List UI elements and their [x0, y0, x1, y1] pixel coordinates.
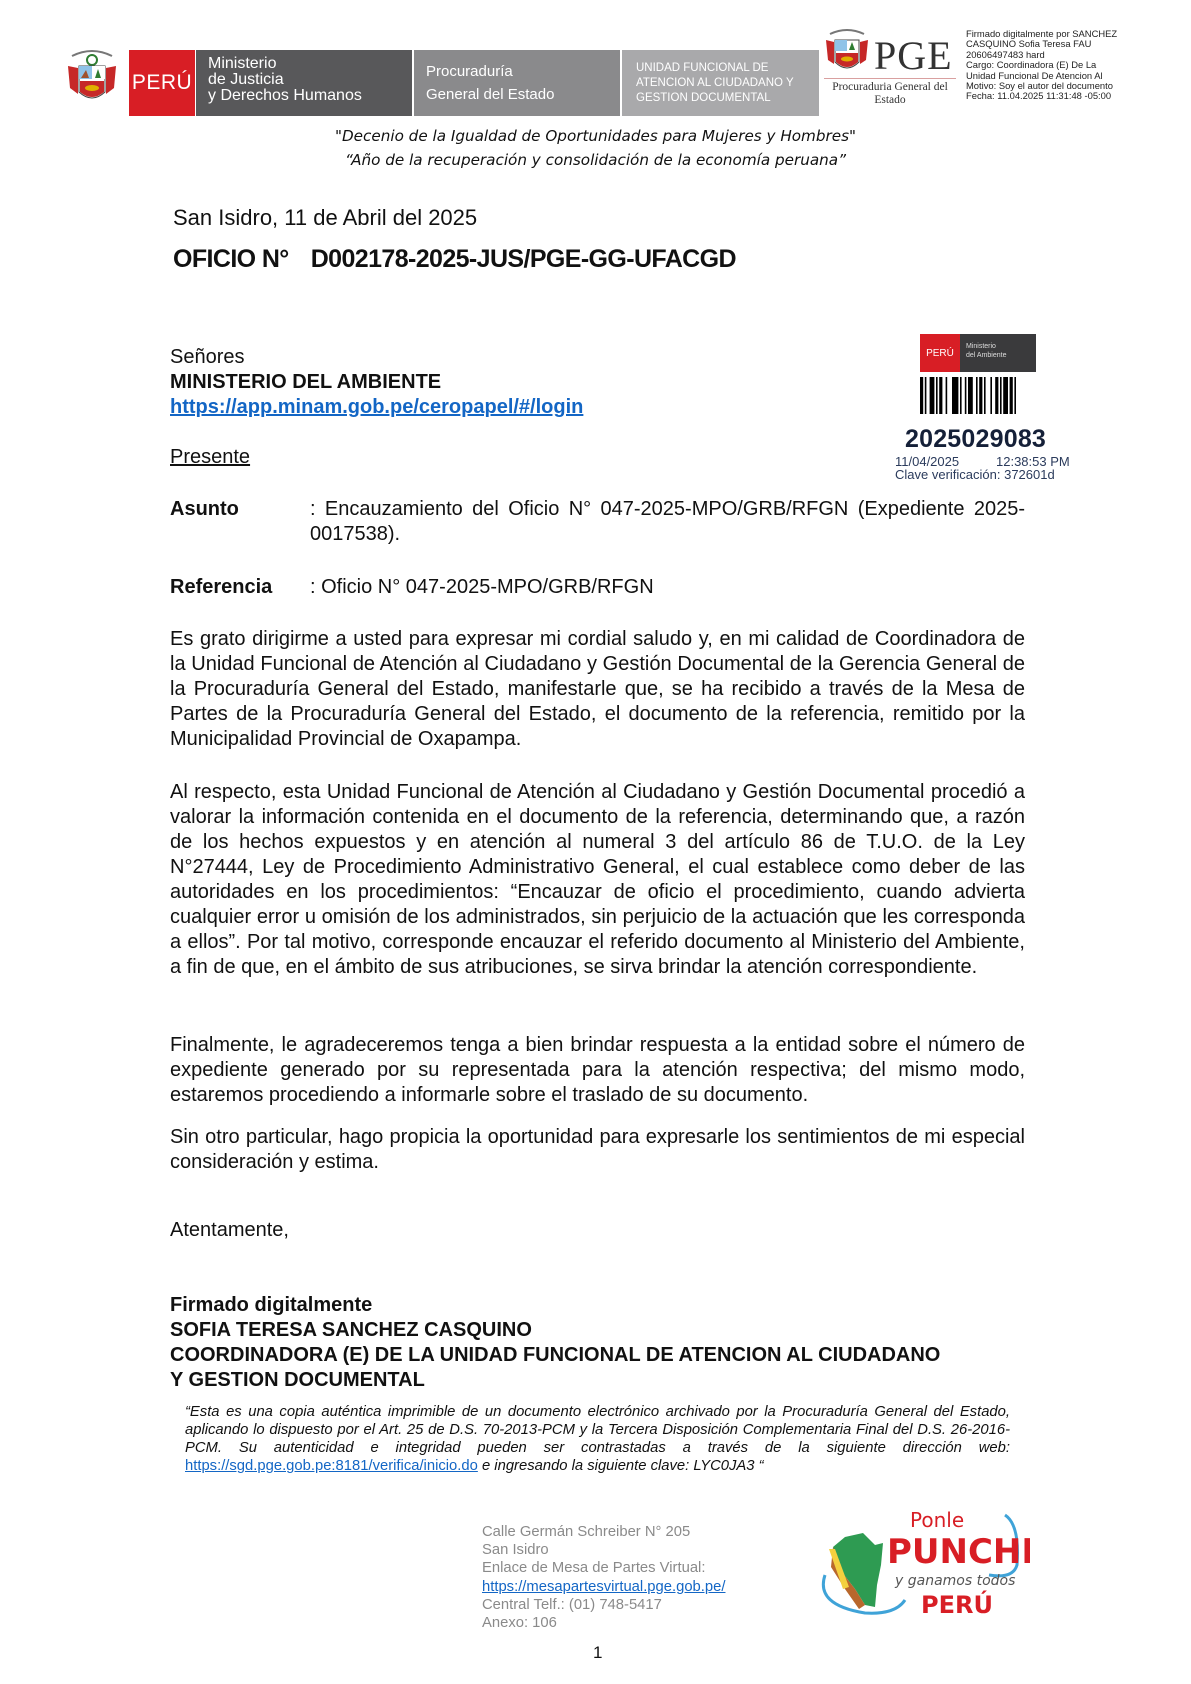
minam-peru-label: PERÚ	[920, 334, 960, 372]
campaign-word: Ponle	[910, 1508, 965, 1532]
footer-phone: Central Telf.: (01) 748-5417	[482, 1596, 662, 1613]
body-paragraph: Finalmente, le agradeceremos tenga a bien brindar respuesta a la entidad sobre el número de expediente generado por su representada para la atención respectiva; del mismo modo, estaremos procediendo a informarle sobre el traslado de su documento.	[170, 1034, 1025, 1106]
motto-year: “Año de la recuperación y consolidación de la economía peruana”	[345, 151, 846, 169]
campaign-word: PUNCHE	[887, 1532, 1030, 1572]
verification-key: Clave verificación: 372601d	[895, 467, 1055, 482]
recipient-url-link[interactable]: https://app.minam.gob.pe/ceropapel/#/login	[170, 396, 584, 418]
stamp-line: Motivo: Soy el autor del documento	[966, 80, 1113, 92]
peru-label: PERÚ	[131, 71, 193, 94]
body-paragraph: Al respecto, esta Unidad Funcional de Atención al Ciudadano y Gestión Documental procedió a valorar la información contenida en el documento de la referencia, determinando que, a razón de los hechos expuestos y en atención al numeral 3 del artículo 86 de T.U.O. de la Ley N°27444, Ley de Procedimiento Administrativo General, el cual establece como deber de las autoridades en los procedimientos: “Encauzar de oficio el procedimiento, cuando advierta cualquier error u omisión de los administrados, sin perjuicio de la actuación que les corresponda a ellos”. Por tal motivo, corresponde encauzar el referido documento al Ministerio del Ambiente, a fin de que, en el ámbito de sus atribuciones, se sirva brindar la atención correspondiente.	[170, 781, 1025, 978]
barcode-bar	[1000, 377, 1002, 414]
body-paragraph: Es grato dirigirme a usted para expresar mi cordial saludo y, en mi calidad de Coordinadora de la Unidad Funcional de Atención al Ciudadano y Gestión Documental de la Gerencia General de la Procuraduría General del Estado, manifestarle que, se ha recibido a través de la Mesa de Partes de la Procuraduría General del Estado, el documento de la referencia, remitido por la Municipalidad Provincial de Oxapampa.	[170, 628, 1025, 750]
barcode-bar	[995, 377, 998, 414]
barcode-bar	[990, 377, 992, 414]
disclaimer-text: “Esta es una copia auténtica imprimible de un documento electrónico archivado por la Procuraduría General del Estado, aplicando lo dispuesto por el Art. 25 de D.S. 70-2013-PCM y la Tercera Disposición Complementaria Final del D.S. 26-2016-PCM. Su autenticidad e integridad pueden ser contrastadas a través de la siguiente dirección web:	[185, 1404, 1010, 1456]
pge-subtitle-line: Estado	[874, 94, 906, 106]
stamp-line: CASQUINO Sofia Teresa FAU	[966, 38, 1092, 50]
barcode-bar	[1014, 377, 1016, 414]
pge-crest-icon	[824, 28, 870, 76]
stamp-line: Unidad Funcional De Atencion Al	[966, 69, 1103, 81]
barcode-bar	[960, 377, 962, 414]
ponle-punche-logo	[805, 1505, 1030, 1625]
procuraduria-line: General del Estado	[426, 86, 555, 103]
stamp-line: Firmado digitalmente por SANCHEZ	[966, 28, 1118, 39]
divider	[824, 78, 956, 79]
barcode-bar	[936, 377, 938, 414]
signer-name: SOFIA TERESA SANCHEZ CASQUINO	[170, 1319, 532, 1341]
minam-logo	[920, 334, 1036, 372]
pge-logo	[820, 26, 960, 106]
footer-contact	[482, 1523, 725, 1632]
closing: Atentamente,	[170, 1219, 289, 1241]
disclaimer-suffix: e ingresando la siguiente clave: LYC0JA3 “	[477, 1458, 764, 1474]
procuraduria-block	[414, 50, 620, 116]
oficio-number: D002178-2025-JUS/PGE-GG-UFACGD	[310, 245, 736, 273]
verification-link[interactable]: https://sgd.pge.gob.pe:8181/verifica/inicio.do	[185, 1458, 478, 1474]
barcode-bar	[925, 377, 927, 414]
barcode-bar	[939, 377, 942, 414]
barcode-bar	[984, 377, 986, 414]
footer-address: Calle Germán Schreiber N° 205	[482, 1524, 691, 1540]
signer-title: COORDINADORA (E) DE LA UNIDAD FUNCIONAL DE ATENCION AL CIUDADANO	[170, 1344, 941, 1366]
barcode-bar	[1010, 377, 1013, 414]
pge-subtitle-line: Procuraduria General del	[832, 81, 948, 93]
footer-extension: Anexo: 106	[482, 1615, 557, 1632]
minam-name-line: Ministerio	[966, 343, 996, 350]
mesa-partes-link[interactable]: https://mesapartesvirtual.pge.gob.pe/	[482, 1578, 726, 1595]
digital-signature-stamp	[966, 29, 1191, 102]
signer-title: Y GESTION DOCUMENTAL	[170, 1369, 425, 1391]
campaign-word: PERÚ	[921, 1591, 993, 1619]
stamp-line: Fecha: 11.04.2025 11:31:48 -05:00	[966, 90, 1112, 102]
peru-coat-of-arms-icon	[64, 48, 120, 110]
minam-name-line: del Ambiente	[966, 352, 1007, 359]
procuraduria-line: Procuraduría	[426, 63, 513, 80]
peru-brand-block	[129, 50, 195, 116]
barcode-bar	[920, 377, 923, 414]
stamp-line: Cargo: Coordinadora (E) De La	[966, 59, 1097, 71]
barcode-bar	[952, 377, 958, 414]
unit-block	[622, 50, 819, 116]
referencia-value: : Oficio N° 047-2025-MPO/GRB/RFGN	[310, 576, 654, 598]
oficio-label: OFICIO N°	[173, 245, 289, 273]
minam-name	[960, 334, 1036, 372]
signature-block	[170, 1293, 940, 1393]
barcode-bar	[946, 377, 948, 414]
asunto-label: Asunto	[170, 498, 239, 520]
place-date: San Isidro, 11 de Abril del 2025	[173, 205, 478, 230]
motto-decade: "Decenio de la Igualdad de Oportunidades para Mujeres y Hombres"	[335, 127, 856, 145]
ministry-line: Ministerio	[208, 55, 277, 72]
unit-line: UNIDAD FUNCIONAL DE	[636, 62, 769, 74]
unit-line: ATENCION AL CIUDADANO Y	[636, 77, 794, 89]
recipient: MINISTERIO DEL AMBIENTE	[170, 371, 442, 393]
campaign-word: y ganamos todos	[895, 1573, 1016, 1589]
unit-line: GESTION DOCUMENTAL	[636, 92, 771, 104]
presente: Presente	[170, 446, 251, 468]
salutation: Señores	[170, 346, 245, 368]
page-number: 1	[593, 1643, 603, 1662]
stamp-line: 20606497483 hard	[966, 48, 1045, 60]
ministry-line: de Justicia	[208, 71, 284, 88]
barcode-bar	[1003, 377, 1008, 414]
registry-number: 2025029083	[905, 425, 1047, 453]
barcode-icon	[920, 377, 1048, 414]
registry-time: 12:38:53 PM	[996, 454, 1070, 469]
ministry-line: y Derechos Humanos	[208, 87, 362, 104]
ministry-block	[196, 50, 412, 116]
pge-subtitle	[820, 81, 960, 107]
asunto-value: : Encauzamiento del Oficio N° 047-2025-MPO/GRB/RFGN (Expediente 2025-0017538).	[310, 498, 1025, 545]
barcode-bar	[930, 377, 935, 414]
authenticity-disclaimer	[185, 1403, 1010, 1475]
footer-mesa-label: Enlace de Mesa de Partes Virtual:	[482, 1560, 706, 1577]
barcode-bar	[968, 377, 973, 414]
registry-date: 11/04/2025	[895, 454, 960, 469]
oficio-title	[173, 245, 736, 274]
pge-letters: PGE	[874, 33, 953, 78]
footer-district: San Isidro	[482, 1542, 549, 1559]
body-paragraph: Sin otro particular, hago propicia la oportunidad para expresarle los sentimientos de mi especial consideración y estima.	[170, 1126, 1025, 1173]
mottos	[0, 124, 1191, 172]
barcode-bar	[965, 377, 967, 414]
signature-line: Firmado digitalmente	[170, 1294, 373, 1316]
barcode-bar	[979, 377, 982, 414]
referencia-label: Referencia	[170, 576, 273, 598]
barcode-bar	[976, 377, 978, 414]
